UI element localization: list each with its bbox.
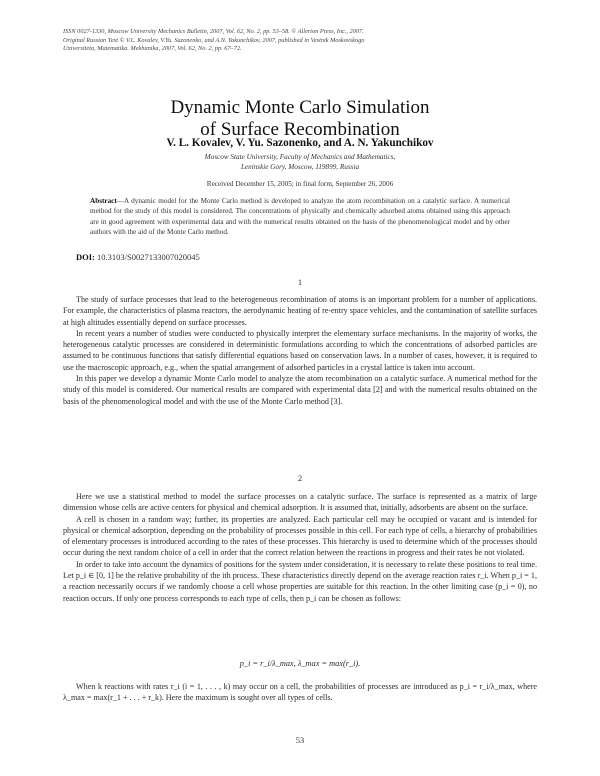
section-1-body [63, 294, 537, 407]
received-dates: Received December 15, 2005; in final form, September 26, 2006 [206, 180, 394, 188]
doi-label: DOI: [76, 252, 95, 262]
header-line: Original Russian Text © V.L. Kovalev, V.Yu. Sazonenko, and A.N. Yakunchikov, 2007, published in Vestnik Moskovskogo [63, 36, 365, 44]
section-2-body [63, 491, 537, 604]
paragraph: When k reactions with rates r_i (i = 1, . . . , k) may occur on a cell, the probabilities of processes are introduced as p_i = r_i/λ_max, where λ_max = max(r_1 + . . . + r_k). Here the maximum is sought over all types of cells. [63, 682, 537, 703]
title-line: of Surface Recombination [200, 119, 400, 140]
paragraph: Here we use a statistical method to model the surface processes on a catalytic surface. The surface is represented as a matrix of large dimension whose cells are active centers for physical and chemical adsorption. It is assumed that, initially, adsorbents are absent on the surface. [63, 492, 537, 513]
equation: p_i = r_i/λ_max, λ_max = max(r_i). [239, 659, 361, 668]
affiliation [0, 152, 600, 172]
title-line: Dynamic Monte Carlo Simulation [170, 97, 430, 118]
abstract-text: —A dynamic model for the Monte Carlo method is developed to analyze the atom recombination on a catalytic surface. A numerical method for the study of this model is considered. The concentrations of physically and chemically adsorbed atoms obtained using this approach are in good agreement with experimental data and with the numerical results obtained on the basis of the phenomenological model and by other authors with the aid of the Monte Carlo method. [90, 197, 510, 236]
authors: V. L. Kovalev, V. Yu. Sazonenko, and A. N. Yakunchikov [166, 137, 434, 149]
doi [76, 252, 200, 262]
paragraph: In recent years a number of studies were conducted to physically interpret the elementary surface mechanisms. In the majority of works, the heterogeneous catalytic processes are considered in deterministic formulations according to which the concentrations of adsorbed particles are assumed to be continuous functions that satisfy differential equations based on conservation laws. In a number of cases, however, it is required to use the macroscopic approach, e.g., when the spatial arrangement of adsorbed particles in a crystal lattice is taken into account. [63, 328, 537, 372]
section-2-number: 2 [297, 473, 303, 483]
paper-title [0, 97, 600, 141]
section-1-number: 1 [297, 277, 303, 287]
affiliation-line: Leninskie Gory, Moscow, 119899, Russia [240, 163, 360, 172]
header-line: Universiteta, Matematika. Mekhanika, 2007, Vol. 62, No. 2, pp. 67–72. [63, 45, 242, 53]
paragraph: In this paper we develop a dynamic Monte Carlo model to analyze the atom recombination on a catalytic surface. A numerical method for the study of this model is considered. Our numerical results are compared with experimental data [2] and with the numerical results obtained on the basis of the phenomenological model and with the use of the Monte Carlo method [3]. [63, 374, 537, 406]
section-2-continuation [63, 681, 537, 704]
doi-value[interactable]: 10.3103/S0027133007020045 [97, 252, 200, 262]
paragraph: In order to take into account the dynamics of positions for the system under consideration, it is necessary to relate these positions to real time. Let p_i ∈ [0, 1] be the relative probability of the ith process. These characteristics directly depend on the average reaction rates r_i. When p_i = 1, a reaction necessarily occurs if we randomly choose a cell whose properties are suitable for this reaction. In the other limiting case (p_i = 0), no reaction occurs. If only one process corresponds to each type of cells, then p_i can be chosen as follows: [63, 559, 537, 603]
paragraph: The study of surface processes that lead to the heterogeneous recombination of atoms is an important problem for a number of applications. For example, the characteristics of plasma reactors, the aerodynamic heating of re-entry space vehicles, and the contamination of satellite surfaces at high altitudes essentially depend on surface processes. [63, 295, 537, 327]
header-line: ISSN 0027-1330, Moscow University Mechanics Bulletin, 2007, Vol. 62, No. 2, pp. 53–58. © Allerton Press, Inc., 2007. [63, 28, 364, 35]
paragraph: A cell is chosen in a random way; further, its properties are analyzed. Each particular cell may be occupied or vacant and is intended for physical or chemical adsorption, depending on the probability of processes possible in this cell. For each type of cells, a hierarchy of probabilities of elementary processes is introduced according to the rates of these processes. This hierarchy is used to determine which of the processes should occur during the next random choice of a cell in order that the correct relation between the reactions in progress and their rates be not violated. [63, 514, 537, 558]
page-number: 53 [295, 735, 305, 745]
affiliation-line: Moscow State University, Faculty of Mechanics and Mathematics, [204, 153, 396, 161]
abstract-label: Abstract [90, 197, 117, 205]
journal-header [63, 28, 537, 54]
abstract [90, 196, 510, 237]
